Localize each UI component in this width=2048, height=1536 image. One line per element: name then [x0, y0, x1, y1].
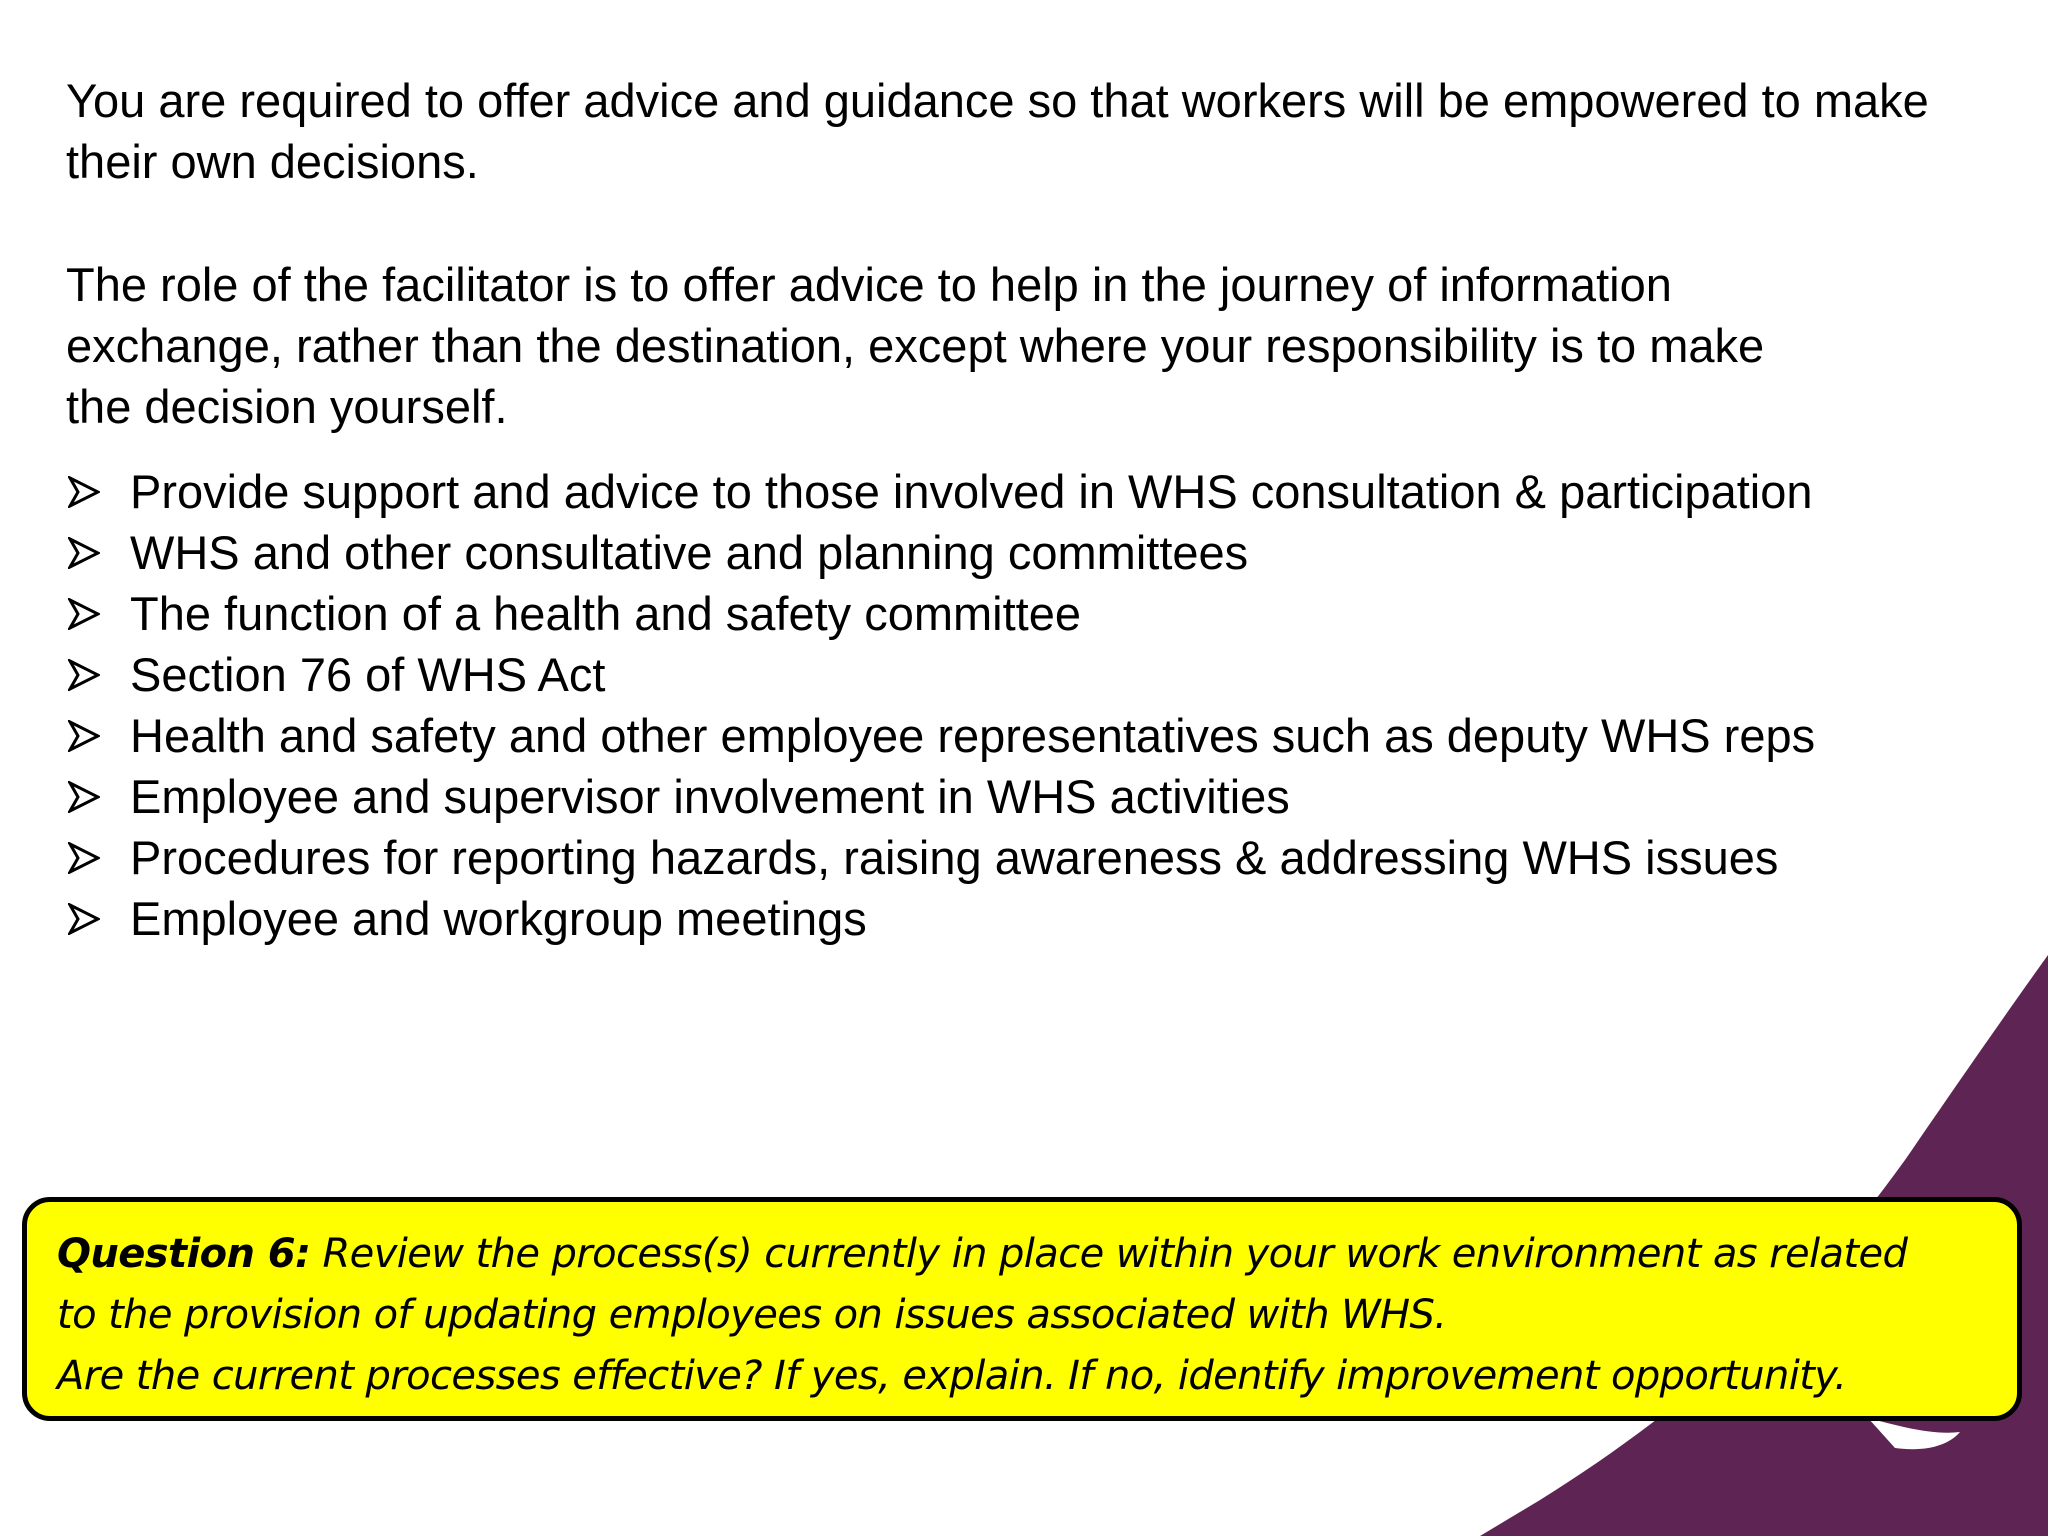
question-text-2: to the provision of updating employees on issues associated with WHS. [57, 1292, 1447, 1338]
arrowhead-bullet-icon [68, 476, 100, 508]
question-line-1 [57, 1224, 1989, 1285]
arrowhead-bullet-icon [68, 720, 100, 752]
intro-paragraph: You are required to offer advice and guidance so that workers will be empowered to make their own decisions. [66, 74, 1929, 188]
list-item-text: Procedures for reporting hazards, raising awareness & addressing WHS issues [130, 831, 1779, 884]
list-item-text: Health and safety and other employee representatives such as deputy WHS reps [130, 709, 1816, 762]
question-6-box [22, 1197, 2022, 1421]
list-item [66, 827, 1950, 888]
list-item [66, 522, 1950, 583]
question-text-1: Review the process(s) currently in place within your work environment as related [310, 1231, 1908, 1277]
list-item [66, 461, 1950, 522]
arrowhead-bullet-icon [68, 781, 100, 813]
slide-content [66, 70, 1996, 949]
list-item [66, 644, 1950, 705]
facilitator-role-paragraph: The role of the facilitator is to offer advice to help in the journey of information exchange, rather than the destination, except where your responsibility is to make the decision yourself. [66, 258, 1765, 433]
arrowhead-bullet-icon [68, 659, 100, 691]
list-item-text: The function of a health and safety committee [130, 587, 1081, 640]
question-text-3: Are the current processes effective? If yes, explain. If no, identify improvement opportunity. [57, 1353, 1847, 1399]
list-item-text: Employee and workgroup meetings [130, 892, 867, 945]
arrowhead-bullet-icon [68, 598, 100, 630]
list-item [66, 766, 1950, 827]
list-item [66, 888, 1950, 949]
arrowhead-bullet-icon [68, 537, 100, 569]
arrowhead-bullet-icon [68, 842, 100, 874]
list-item-text: Section 76 of WHS Act [130, 648, 606, 701]
arrowhead-bullet-icon [68, 903, 100, 935]
list-item [66, 705, 1950, 766]
question-label: Question 6: [57, 1231, 311, 1277]
list-item-text: Provide support and advice to those involved in WHS consultation & participation [130, 465, 1813, 518]
list-item [66, 583, 1950, 644]
topic-bullet-list [66, 461, 1996, 949]
list-item-text: Employee and supervisor involvement in WHS activities [130, 770, 1290, 823]
list-item-text: WHS and other consultative and planning committees [130, 526, 1249, 579]
